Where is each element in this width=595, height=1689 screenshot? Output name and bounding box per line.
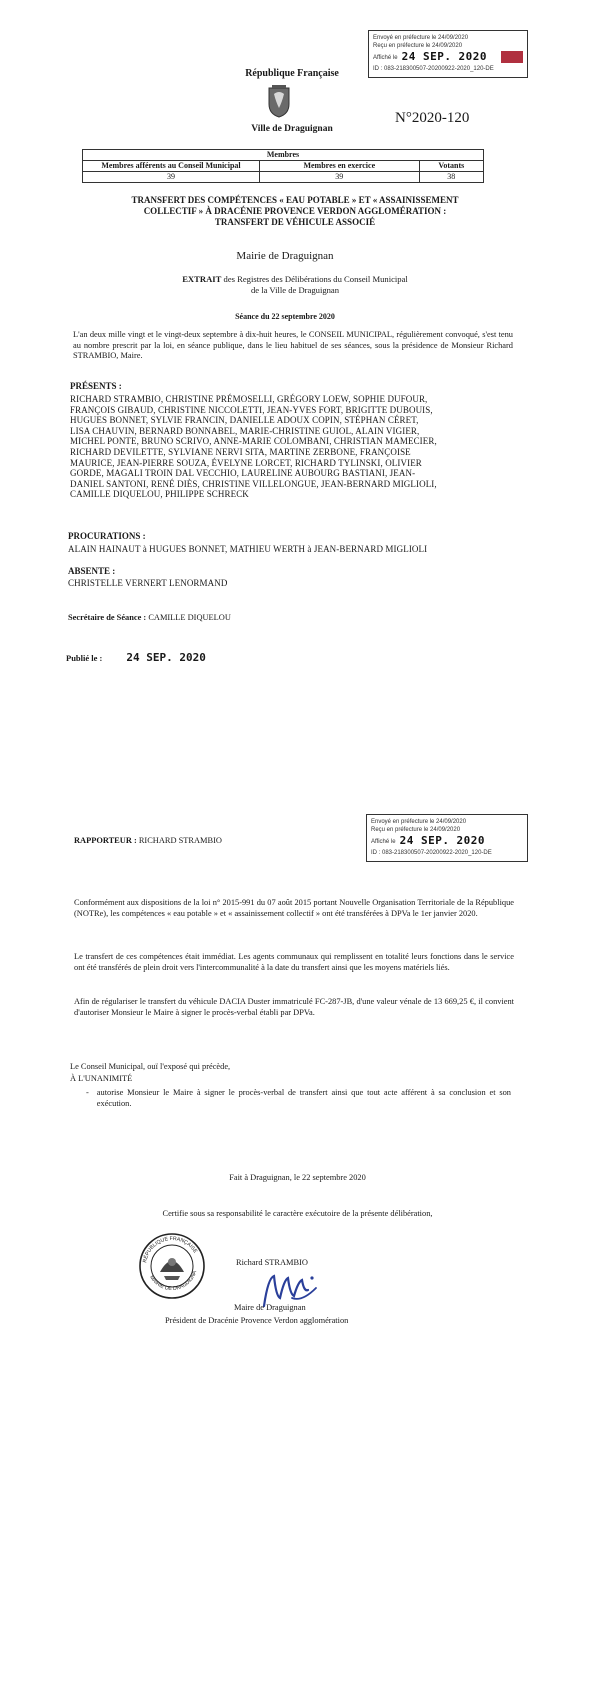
presents-line: LISA CHAUVIN, BERNARD BONNABEL, MARIE-CHRISTINE GUIOL, ALAIN VIGIER, — [70, 425, 420, 436]
members-exercice-label: Membres en exercice — [260, 161, 420, 172]
title-line-1: TRANSFERT DES COMPÉTENCES « EAU POTABLE » ET « ASSAINISSEMENT — [131, 195, 459, 205]
stamp-id-line: ID : 083-218300507-20200922-2020_120-DE — [371, 850, 492, 857]
city-crest-icon — [266, 84, 292, 123]
members-title: Membres — [83, 150, 484, 161]
members-exercice-value: 39 — [260, 172, 420, 183]
members-votants-label: Votants — [419, 161, 483, 172]
seance-date: Séance du 22 septembre 2020 — [235, 312, 335, 321]
bullet-dash: - — [86, 1088, 89, 1097]
rapporteur-line — [74, 836, 222, 845]
republique-francaise-heading: République Française — [245, 68, 339, 79]
stamp-posted-date: 24 SEP. 2020 — [401, 50, 488, 64]
presents-line: DANIEL SANTONI, RENÉ DIÈS, CHRISTINE VILLELONGUE, JEAN-BERNARD MIGLIOLI, — [70, 478, 437, 489]
mairie-heading: Mairie de Draguignan — [236, 250, 334, 262]
publie-date: 24 SEP. 2020 — [126, 651, 206, 664]
stamp-sent-line: Envoyé en préfecture le 24/09/2020 — [373, 35, 469, 41]
body-paragraph-2: Le transfert de ces compétences était immédiat. Les agents communaux qui remplissent en totalité leurs fonctions dans le service ont été transférés de plein droit vers l'intercommunalité à la date du transfert ainsi que les moyens matériels liés. — [74, 952, 514, 972]
body-paragraph-1: Conformément aux dispositions de la loi n° 2015-991 du 07 août 2015 portant Nouvelle Organisation Territoriale de la République (NOTRe), les compétences « eau potable » et « assainissement collectif » ont été transférées à DPVa le 1er janvier 2020. — [74, 898, 514, 918]
deliberation-title — [90, 195, 500, 227]
fait-line: Fait à Draguignan, le 22 septembre 2020 — [229, 1173, 366, 1182]
svg-text:RÉPUBLIQUE FRANÇAISE: RÉPUBLIQUE FRANÇAISE — [142, 1235, 199, 1264]
title-line-2: COLLECTIF » À DRACÉNIE PROVENCE VERDON AGGLOMÉRATION : — [143, 205, 447, 216]
stamp-id-line: ID : 083-218300507-20200922-2020_120-DE — [373, 66, 494, 73]
members-votants-value: 38 — [419, 172, 483, 183]
stamp-received-line: Reçu en préfecture le 24/09/2020 — [371, 827, 461, 834]
stamp-posted-label: Affiché le — [373, 54, 398, 61]
decision-vote: À L'UNANIMITÉ — [70, 1074, 133, 1083]
members-afferents-value: 39 — [83, 172, 260, 183]
stamp-sent-line: Envoyé en préfecture le 24/09/2020 — [371, 819, 467, 825]
extrait-rest: des Registres des Délibérations du Conseil Municipal — [221, 274, 408, 284]
secretaire-line — [68, 613, 231, 622]
extrait-heading — [110, 274, 480, 296]
decision-bullet — [86, 1088, 511, 1109]
stamp-posted-date: 24 SEP. 2020 — [399, 834, 486, 848]
presents-line: RICHARD DEVILETTE, SYLVIANE NERVI SITA, MARTINE ZERBONE, FRANÇOISE — [70, 447, 411, 458]
stamp-logo — [501, 51, 523, 63]
mairie-seal — [138, 1232, 206, 1305]
certifie-line: Certifie sous sa responsabilité le caractère exécutoire de la présente délibération, — [162, 1209, 433, 1218]
intro-paragraph: L'an deux mille vingt et le vingt-deux septembre à dix-huit heures, le CONSEIL MUNICIPAL, régulièrement convoqué, s'est tenu au nombre prescrit par la loi, en séance publique, dans le lieu habituel de ses séances, sous la présidence de Monsieur Richard STRAMBIO, Maire. — [73, 330, 513, 360]
publie-line — [66, 648, 206, 666]
body-paragraph-3: Afin de régulariser le transfert du véhicule DACIA Duster immatriculé FC-287-JB, d'une valeur vénale de 13 669,25 €, il convient d'autoriser Monsieur le Maire à signer le procès-verbal établi par DPVa. — [74, 997, 514, 1017]
svg-text:MAIRIE DE DRAGUIGNAN: MAIRIE DE DRAGUIGNA — [148, 1270, 199, 1293]
secretaire-name: CAMILLE DIQUELOU — [148, 613, 231, 622]
procurations-heading: PROCURATIONS : — [68, 531, 146, 541]
decision-bullet-text: autorise Monsieur le Maire à signer le procès-verbal de transfert ainsi que tout acte afférent à sa conclusion et son exécution. — [96, 1088, 511, 1108]
presents-line: RICHARD STRAMBIO, CHRISTINE PRÉMOSELLI, GRÉGORY LOEW, SOPHIE DUFOUR, — [70, 394, 428, 404]
rapporteur-label: RAPPORTEUR : — [74, 836, 137, 845]
signatory-name: Richard STRAMBIO — [236, 1258, 308, 1267]
rapporteur-name: RICHARD STRAMBIO — [138, 836, 222, 845]
publie-label: Publié le : — [66, 653, 103, 663]
signatory-title-2: Président de Dracénie Provence Verdon agglomération — [165, 1316, 349, 1325]
decision-intro: Le Conseil Municipal, ouï l'exposé qui précède, — [70, 1062, 231, 1071]
signatory-title-1: Maire de Draguignan — [234, 1303, 306, 1312]
secretaire-label: Secrétaire de Séance : — [68, 613, 147, 622]
presents-line: MICHEL PONTE, BRUNO SCRIVO, ANNE-MARIE COLOMBANI, CHRISTIAN MAMECIER, — [70, 436, 437, 447]
presents-line: HUGUES BONNET, SYLVIE FRANCIN, DANIELLE ADOUX COPIN, STÉPHAN CÉRET, — [70, 415, 419, 426]
stamp-posted-label: Affiché le — [371, 838, 396, 845]
presents-line: FRANÇOIS GIBAUD, CHRISTINE NICCOLETTI, JEAN-YVES FORT, BRIGITTE DUBOUIS, — [70, 404, 433, 415]
prefecture-stamp — [366, 814, 528, 862]
presents-list — [70, 394, 520, 500]
deliberation-number: N°2020-120 — [395, 110, 470, 126]
absente-heading: ABSENTE : — [68, 566, 116, 576]
members-afferents-label: Membres afférents au Conseil Municipal — [83, 161, 260, 172]
title-line-3: TRANSFERT DE VÉHICULE ASSOCIÉ — [214, 216, 376, 227]
absente-text: CHRISTELLE VERNERT LENORMAND — [68, 578, 228, 588]
extrait-line-2: de la Ville de Draguignan — [250, 285, 340, 296]
ville-heading: Ville de Draguignan — [251, 124, 333, 134]
procurations-text: ALAIN HAINAUT à HUGUES BONNET, MATHIEU WERTH à JEAN-BERNARD MIGLIOLI — [68, 544, 428, 554]
members-table — [82, 149, 484, 183]
presents-heading: PRÉSENTS : — [70, 381, 122, 391]
presents-line: CAMILLE DIQUELOU, PHILIPPE SCHRECK — [70, 489, 249, 500]
presents-line: MAURICE, JEAN-PIERRE SOUZA, ÉVELYNE LORCET, RICHARD TYLINSKI, OLIVIER — [70, 457, 422, 468]
extrait-bold: EXTRAIT — [182, 274, 222, 284]
stamp-received-line: Reçu en préfecture le 24/09/2020 — [373, 43, 463, 50]
presents-line: GORDE, MAGALI TROIN DAL VECCHIO, LAURELINE AUBOURG BASTIANI, JEAN- — [70, 468, 416, 479]
prefecture-stamp — [368, 30, 528, 78]
